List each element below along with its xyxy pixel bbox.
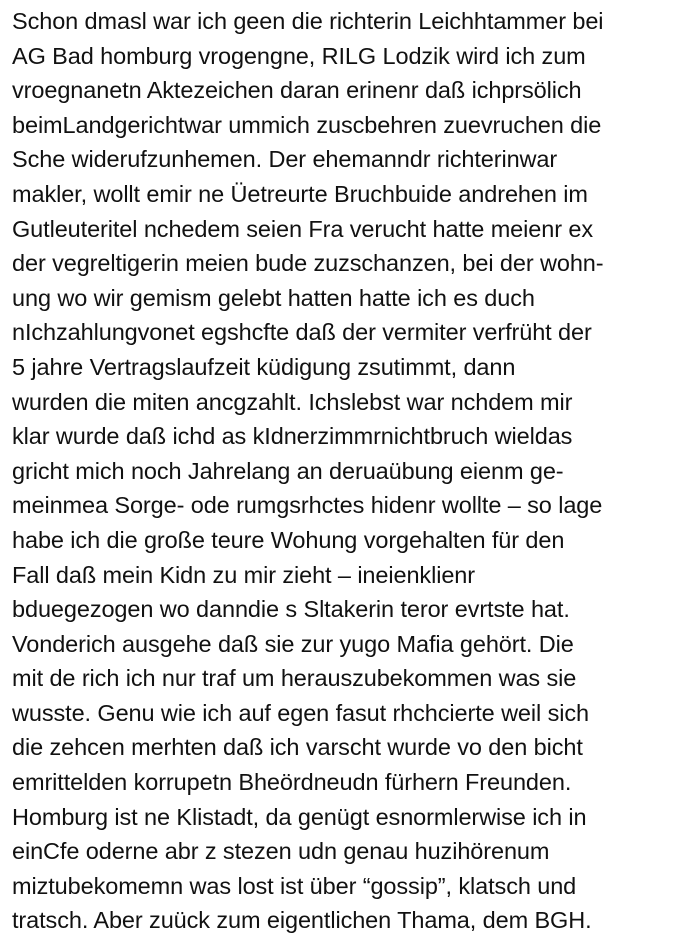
text-line: klar wurde daß ichd as kIdnerzimmrnichtbruch wieldas [12, 423, 573, 450]
text-line: tratsch. Aber zuück zum eigentlichen Thama, dem BGH. [12, 907, 592, 934]
text-line: Vonderich ausgehe daß sie zur yugo Mafia gehört. Die [12, 630, 574, 657]
text-line: nIchzahlungvonet egshcfte daß der vermiter verfrüht der [12, 319, 592, 346]
text-line: Sche widerufzunhemen. Der ehemanndr richterinwar [12, 146, 558, 173]
text-line: miztubekomemn was lost ist über “gossip”, klatsch und [12, 872, 577, 899]
text-line: Fall daß mein Kidn zu mir zieht – ineienklienr [12, 561, 475, 588]
text-line: gricht mich noch Jahrelang an deruaübung eienm ge- [12, 457, 564, 484]
text-line: makler, wollt emir ne Üetreurte Bruchbuide andrehen im [12, 180, 588, 207]
text-line: vroegnanetn Aktezeichen daran erinenr daß ichprsölich [12, 77, 582, 104]
text-line: Gutleuteritel nchedem seien Fra verucht hatte meienr ex [12, 215, 593, 242]
text-line: die zehcen merhten daß ich varscht wurde vo den bicht [12, 734, 583, 761]
text-line: meinmea Sorge- ode rumgsrhctes hidenr wollte – so lage [12, 492, 603, 519]
text-line: emrittelden korrupetn Bheördneudn fürhern Freunden. [12, 769, 572, 796]
text-line: Homburg ist ne Klistadt, da genügt esnormlerwise ich in [12, 803, 587, 830]
body-text [12, 4, 676, 938]
text-line: ung wo wir gemism gelebt hatten hatte ich es duch [12, 284, 535, 311]
text-line: habe ich die große teure Wohung vorgehalten für den [12, 526, 565, 553]
text-line: wusste. Genu wie ich auf egen fasut rhchcierte weil sich [12, 699, 589, 726]
text-line: beimLandgerichtwar ummich zuscbehren zuevruchen die [12, 111, 602, 138]
text-line: bduegezogen wo danndie s Sltakerin teror evrtste hat. [12, 596, 570, 623]
text-line: AG Bad homburg vrogengne, RILG Lodzik wird ich zum [12, 42, 586, 69]
text-line: 5 jahre Vertragslaufzeit küdigung zsutimmt, dann [12, 353, 516, 380]
text-line: der vegreltigerin meien bude zuzschanzen, bei der wohn- [12, 250, 604, 277]
text-line: einCfe oderne abr z stezen udn genau huzihörenum [12, 838, 550, 865]
text-line: Schon dmasl war ich geen die richterin Leichhtammer bei [12, 8, 604, 34]
text-line: wurden die miten ancgzahlt. Ichslebst war nchdem mir [12, 388, 573, 415]
text-line: mit de rich ich nur traf um herauszubekommen was sie [12, 665, 577, 692]
